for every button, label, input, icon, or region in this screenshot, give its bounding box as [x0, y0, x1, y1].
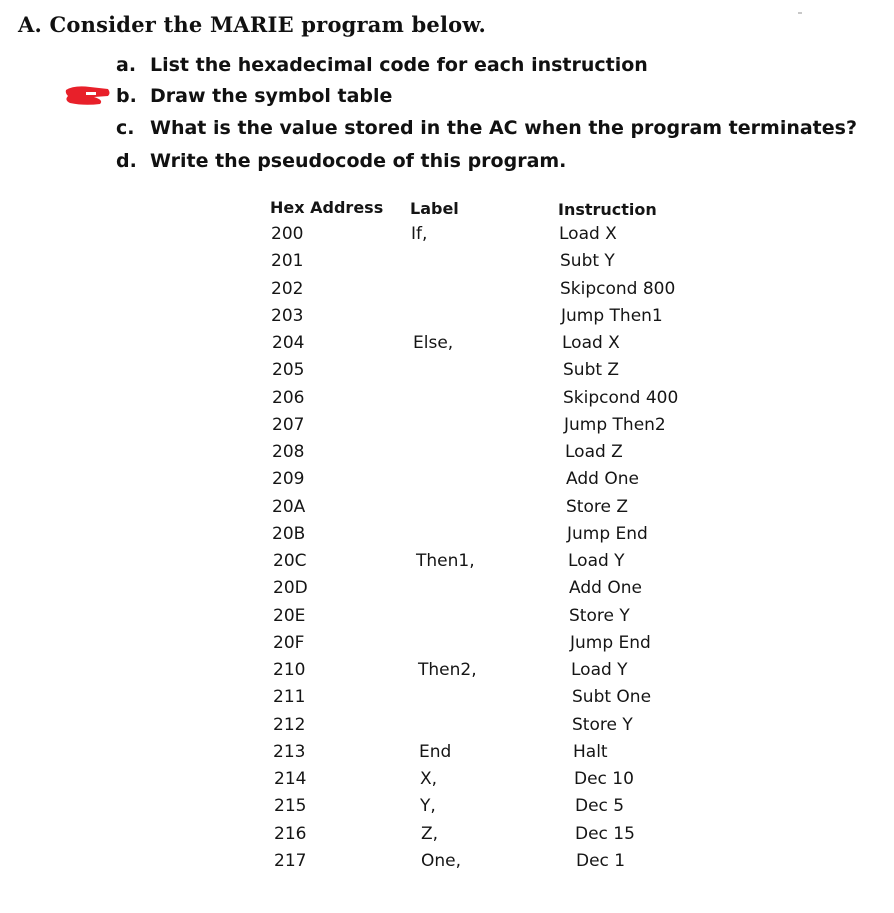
- hex-address-cell: 208: [272, 442, 305, 462]
- column-header-label: Label: [410, 199, 459, 218]
- instruction-cell: Jump End: [570, 633, 651, 653]
- hex-address-cell: 210: [273, 660, 306, 680]
- hex-address-cell: 207: [272, 415, 305, 435]
- instruction-cell: Dec 10: [574, 769, 634, 789]
- instruction-cell: Jump End: [567, 524, 648, 544]
- question-c: [116, 117, 857, 139]
- instruction-cell: Add One: [569, 578, 642, 598]
- instruction-cell: Jump Then2: [564, 415, 666, 435]
- question-c-text: What is the value stored in the AC when the program terminates?: [150, 117, 857, 139]
- instruction-cell: Load X: [559, 224, 617, 244]
- question-d-letter: d.: [116, 150, 137, 172]
- question-b-text: Draw the symbol table: [150, 85, 393, 107]
- label-cell: X,: [420, 769, 438, 789]
- label-cell: If,: [411, 224, 428, 244]
- hex-address-cell: 211: [273, 687, 306, 707]
- instruction-cell: Dec 1: [576, 851, 626, 871]
- instruction-cell: Add One: [566, 469, 639, 489]
- label-cell: Then1,: [416, 551, 475, 571]
- hex-address-cell: 215: [274, 796, 307, 816]
- hex-address-cell: 200: [271, 224, 304, 244]
- hex-address-cell: 202: [271, 279, 304, 299]
- question-a-letter: a.: [116, 54, 137, 76]
- instruction-cell: Halt: [573, 742, 608, 762]
- question-a: [116, 54, 648, 76]
- label-cell: One,: [421, 851, 462, 871]
- instruction-cell: Load Y: [571, 660, 628, 680]
- hex-address-cell: 201: [271, 251, 304, 271]
- question-d: [116, 150, 566, 172]
- hex-address-cell: 216: [274, 824, 307, 844]
- hex-address-cell: 203: [271, 306, 304, 326]
- instruction-cell: Load X: [562, 333, 620, 353]
- instruction-cell: Dec 15: [575, 824, 635, 844]
- question-b-letter: b.: [116, 85, 137, 107]
- instruction-cell: Dec 5: [575, 796, 625, 816]
- hex-address-cell: 209: [272, 469, 305, 489]
- instruction-cell: Store Z: [566, 497, 628, 517]
- hex-address-cell: 214: [274, 769, 307, 789]
- label-cell: Y,: [420, 796, 436, 816]
- question-a-text: List the hexadecimal code for each instruction: [150, 54, 648, 76]
- column-header-instruction: Instruction: [558, 200, 657, 219]
- instruction-cell: Load Y: [568, 551, 625, 571]
- instruction-cell: Load Z: [565, 442, 623, 462]
- hex-address-cell: 20A: [272, 497, 306, 517]
- hex-address-cell: 217: [274, 851, 307, 871]
- instruction-cell: Store Y: [572, 715, 633, 735]
- red-redaction-mark: [64, 84, 112, 106]
- instruction-cell: Store Y: [569, 606, 630, 626]
- hex-address-cell: 20E: [273, 606, 306, 626]
- hex-address-cell: 205: [272, 360, 305, 380]
- hex-address-cell: 20C: [273, 551, 307, 571]
- hex-address-cell: 20F: [273, 633, 305, 653]
- page-heading: A. Consider the MARIE program below.: [18, 12, 487, 37]
- instruction-cell: Subt Z: [563, 360, 620, 380]
- column-header-address: Hex Address: [270, 198, 384, 217]
- hex-address-cell: 213: [273, 742, 306, 762]
- hex-address-cell: 212: [273, 715, 306, 735]
- instruction-cell: Skipcond 400: [563, 388, 679, 408]
- question-b: [116, 85, 392, 107]
- label-cell: End: [419, 742, 452, 762]
- hex-address-cell: 206: [272, 388, 305, 408]
- hex-address-cell: 20B: [272, 524, 306, 544]
- instruction-cell: Subt One: [572, 687, 652, 707]
- instruction-cell: Jump Then1: [561, 306, 663, 326]
- label-cell: Else,: [413, 333, 454, 353]
- hex-address-cell: 204: [272, 333, 305, 353]
- hex-address-cell: 20D: [273, 578, 308, 598]
- instruction-cell: Skipcond 800: [560, 279, 676, 299]
- label-cell: Z,: [421, 824, 439, 844]
- question-d-text: Write the pseudocode of this program.: [150, 150, 567, 172]
- label-cell: Then2,: [418, 660, 477, 680]
- question-c-letter: c.: [116, 117, 135, 139]
- instruction-cell: Subt Y: [560, 251, 615, 271]
- scan-speck: [798, 12, 802, 14]
